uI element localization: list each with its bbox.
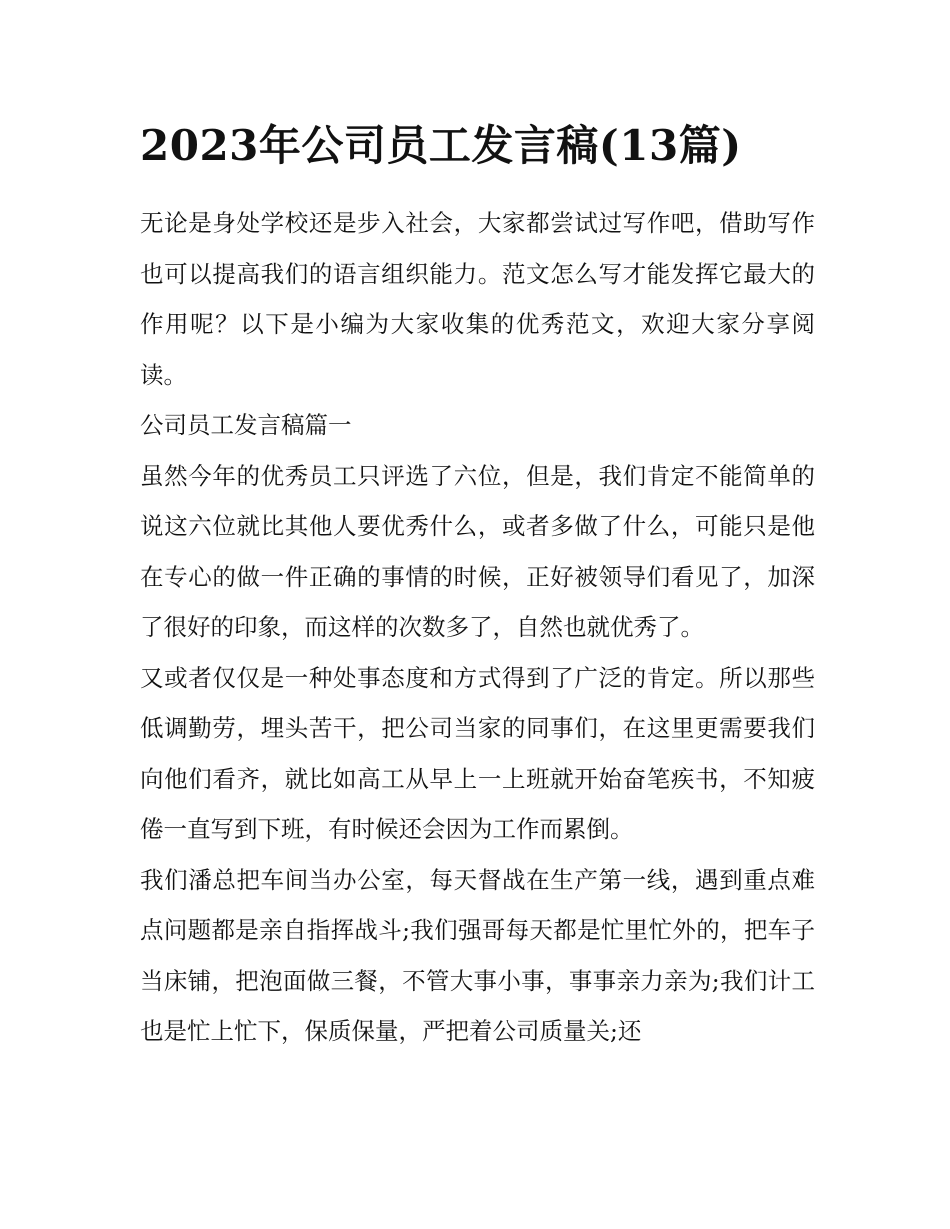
body-paragraph: 虽然今年的优秀员工只评选了六位，但是，我们肯定不能简单的说这六位就比其他人要优秀什么，或者多做了什么，可能只是他在专心的做一件正确的事情的时候，正好被领导们看见了，加深了很好的印象，而这样的次数多了，自然也就优秀了。: [140, 461, 815, 641]
section-heading: 公司员工发言稿篇一: [140, 411, 352, 439]
document-title: 2023年公司员工发言稿(13篇): [140, 121, 742, 170]
document-body: [140, 198, 815, 1057]
body-paragraph: 我们潘总把车间当办公室，每天督战在生产第一线，遇到重点难点问题都是亲自指挥战斗;我们强哥每天都是忙里忙外的，把车子当床铺，把泡面做三餐，不管大事小事，事事亲力亲为;我们计工也是忙上忙下，保质保量，严把着公司质量关;还: [140, 865, 815, 1045]
body-paragraph: 又或者仅仅是一种处事态度和方式得到了广泛的肯定。所以那些低调勤劳，埋头苦干，把公司当家的同事们，在这里更需要我们向他们看齐，就比如高工从早上一上班就开始奋笔疾书，不知疲倦一直写到下班，有时候还会因为工作而累倒。: [140, 663, 815, 843]
intro-paragraph: 无论是身处学校还是步入社会，大家都尝试过写作吧，借助写作也可以提高我们的语言组织能力。范文怎么写才能发挥它最大的作用呢？以下是小编为大家收集的优秀范文，欢迎大家分享阅读。: [140, 209, 815, 389]
